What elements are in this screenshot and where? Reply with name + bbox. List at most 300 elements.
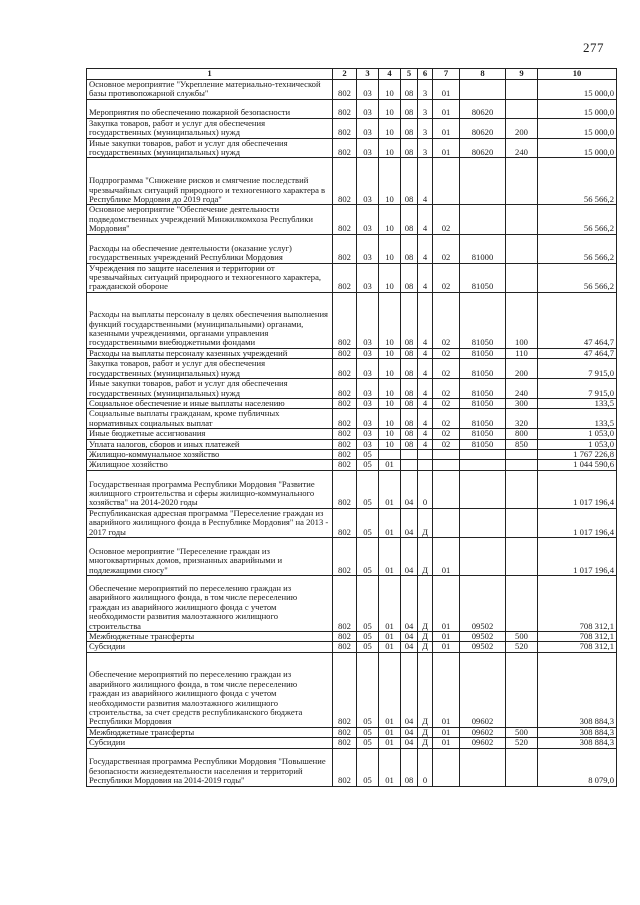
cell-section: 05 [357, 748, 379, 786]
cell-subsection: 01 [379, 470, 401, 508]
cell-subprogram: 4 [418, 292, 433, 348]
cell-admin-code: 802 [333, 652, 357, 727]
cell-subsection: 01 [379, 537, 401, 575]
cell-name: Обеспечение мероприятий по переселению граждан из аварийного жилищного фонда, в том числе переселению граждан из аварийного жилищного фонда с учетом необходимости развития малоэтажного жилищного строительства, за счет средств республиканского бюджета Республики Мордовия [87, 652, 333, 727]
cell-program [401, 449, 418, 459]
cell-admin-code: 802 [333, 99, 357, 118]
cell-subprogram: 4 [418, 409, 433, 429]
table-row [87, 234, 617, 263]
cell-main-event: 01 [433, 642, 460, 652]
cell-target-code [460, 470, 506, 508]
cell-target-code: 81050 [460, 409, 506, 429]
cell-program: 08 [401, 263, 418, 292]
cell-admin-code: 802 [333, 234, 357, 263]
cell-subprogram: 4 [418, 234, 433, 263]
cell-name: Мероприятия по обеспечению пожарной безопасности [87, 99, 333, 118]
cell-subsection: 10 [379, 263, 401, 292]
cell-expense-type: 100 [506, 292, 538, 348]
cell-subsection: 01 [379, 727, 401, 737]
cell-amount: 1 017 196,4 [538, 508, 617, 537]
cell-name: Социальные выплаты гражданам, кроме публичных нормативных социальных выплат [87, 409, 333, 429]
cell-name: Иные бюджетные ассигнования [87, 429, 333, 439]
cell-expense-type: 500 [506, 631, 538, 641]
cell-subsection: 10 [379, 379, 401, 399]
cell-section: 05 [357, 460, 379, 470]
table-row [87, 470, 617, 508]
cell-main-event: 01 [433, 118, 460, 138]
cell-program: 04 [401, 470, 418, 508]
cell-name: Уплата налогов, сборов и иных платежей [87, 439, 333, 449]
cell-subsection: 01 [379, 738, 401, 748]
table-row [87, 263, 617, 292]
cell-admin-code: 802 [333, 359, 357, 379]
cell-subsection: 10 [379, 359, 401, 379]
cell-subprogram: 4 [418, 158, 433, 205]
header-cell-target-code: 8 [460, 69, 506, 80]
cell-amount: 1 767 226,8 [538, 449, 617, 459]
cell-program [401, 460, 418, 470]
cell-name: Межбюджетные трансферты [87, 727, 333, 737]
header-cell-subprogram: 6 [418, 69, 433, 80]
cell-target-code: 09502 [460, 631, 506, 641]
cell-target-code: 81050 [460, 439, 506, 449]
cell-section: 05 [357, 631, 379, 641]
cell-name: Государственная программа Республики Мордовия "Развитие жилищного строительства и сферы жилищно-коммунального хозяйства" на 2014-2020 годы [87, 470, 333, 508]
cell-admin-code: 802 [333, 205, 357, 234]
cell-admin-code: 802 [333, 379, 357, 399]
table-row [87, 138, 617, 158]
cell-section: 05 [357, 575, 379, 631]
cell-amount: 7 915,0 [538, 359, 617, 379]
cell-admin-code: 802 [333, 449, 357, 459]
table-row [87, 118, 617, 138]
cell-main-event: 02 [433, 439, 460, 449]
cell-admin-code: 802 [333, 292, 357, 348]
table-row [87, 398, 617, 408]
cell-admin-code: 802 [333, 138, 357, 158]
cell-expense-type [506, 99, 538, 118]
cell-admin-code: 802 [333, 727, 357, 737]
cell-expense-type [506, 575, 538, 631]
cell-subprogram: 4 [418, 379, 433, 399]
cell-main-event: 02 [433, 409, 460, 429]
cell-expense-type [506, 263, 538, 292]
cell-amount: 15 000,0 [538, 138, 617, 158]
cell-main-event: 02 [433, 429, 460, 439]
cell-main-event: 01 [433, 99, 460, 118]
cell-section: 05 [357, 508, 379, 537]
cell-expense-type [506, 470, 538, 508]
cell-main-event: 02 [433, 292, 460, 348]
cell-section: 03 [357, 429, 379, 439]
cell-admin-code: 802 [333, 348, 357, 358]
cell-admin-code: 802 [333, 398, 357, 408]
cell-subsection: 10 [379, 348, 401, 358]
cell-target-code: 09602 [460, 738, 506, 748]
cell-amount: 8 079,0 [538, 748, 617, 786]
cell-section: 03 [357, 439, 379, 449]
cell-subprogram: 4 [418, 398, 433, 408]
cell-amount: 47 464,7 [538, 348, 617, 358]
cell-program: 08 [401, 348, 418, 358]
cell-amount: 708 312,1 [538, 642, 617, 652]
cell-expense-type [506, 205, 538, 234]
cell-target-code: 81050 [460, 398, 506, 408]
table-row [87, 642, 617, 652]
table-row [87, 439, 617, 449]
cell-expense-type: 850 [506, 439, 538, 449]
cell-amount: 15 000,0 [538, 80, 617, 100]
cell-subprogram: Д [418, 642, 433, 652]
cell-subsection: 01 [379, 575, 401, 631]
cell-name: Основное мероприятие "Обеспечение деятельности подведомственных учреждений Минжилкомхоза Республики Мордовия" [87, 205, 333, 234]
cell-expense-type: 500 [506, 727, 538, 737]
cell-amount: 1 044 590,6 [538, 460, 617, 470]
cell-section: 03 [357, 205, 379, 234]
cell-program: 04 [401, 575, 418, 631]
cell-name: Основное мероприятие "Укрепление материально-технической базы противопожарной службы" [87, 80, 333, 100]
cell-expense-type: 110 [506, 348, 538, 358]
cell-section: 03 [357, 234, 379, 263]
cell-amount: 7 915,0 [538, 379, 617, 399]
cell-subsection: 01 [379, 508, 401, 537]
cell-program: 04 [401, 508, 418, 537]
cell-target-code [460, 449, 506, 459]
table-row [87, 631, 617, 641]
cell-target-code [460, 748, 506, 786]
cell-main-event [433, 470, 460, 508]
cell-amount: 1 017 196,4 [538, 470, 617, 508]
cell-subprogram: 3 [418, 80, 433, 100]
cell-target-code [460, 508, 506, 537]
cell-subprogram: Д [418, 738, 433, 748]
cell-amount: 15 000,0 [538, 118, 617, 138]
cell-program: 08 [401, 80, 418, 100]
cell-section: 05 [357, 449, 379, 459]
cell-section: 03 [357, 158, 379, 205]
cell-main-event [433, 748, 460, 786]
cell-main-event: 01 [433, 631, 460, 641]
table-row [87, 80, 617, 100]
cell-section: 03 [357, 80, 379, 100]
cell-name: Закупка товаров, работ и услуг для обеспечения государственных (муниципальных) нужд [87, 359, 333, 379]
cell-amount: 1 053,0 [538, 429, 617, 439]
cell-section: 05 [357, 738, 379, 748]
cell-subprogram: Д [418, 537, 433, 575]
cell-target-code: 09602 [460, 652, 506, 727]
cell-subsection: 10 [379, 234, 401, 263]
cell-target-code: 80620 [460, 99, 506, 118]
cell-subsection: 10 [379, 205, 401, 234]
cell-subprogram: 4 [418, 263, 433, 292]
cell-amount: 15 000,0 [538, 99, 617, 118]
cell-admin-code: 802 [333, 537, 357, 575]
cell-main-event: 01 [433, 80, 460, 100]
cell-name: Иные закупки товаров, работ и услуг для обеспечения государственных (муниципальных) нужд [87, 138, 333, 158]
cell-name: Основное мероприятие "Переселение граждан из многоквартирных домов, признанных аварийными и подлежащими сносу" [87, 537, 333, 575]
cell-section: 03 [357, 99, 379, 118]
cell-program: 04 [401, 727, 418, 737]
cell-amount: 56 566,2 [538, 205, 617, 234]
cell-name: Межбюджетные трансферты [87, 631, 333, 641]
cell-expense-type [506, 508, 538, 537]
cell-subprogram: 3 [418, 138, 433, 158]
cell-subsection: 01 [379, 460, 401, 470]
cell-main-event [433, 449, 460, 459]
cell-subsection: 10 [379, 99, 401, 118]
cell-name: Жилищное хозяйство [87, 460, 333, 470]
cell-name: Учреждения по защите населения и территории от чрезвычайных ситуаций природного и техногенного характера, гражданской обороне [87, 263, 333, 292]
cell-program: 04 [401, 537, 418, 575]
table-row [87, 99, 617, 118]
cell-main-event: 02 [433, 348, 460, 358]
table-row [87, 205, 617, 234]
header-cell-subsection: 4 [379, 69, 401, 80]
cell-subprogram: 3 [418, 118, 433, 138]
cell-name: Жилищно-коммунальное хозяйство [87, 449, 333, 459]
table-row [87, 537, 617, 575]
cell-amount: 1 017 196,4 [538, 537, 617, 575]
cell-program: 08 [401, 234, 418, 263]
table-row [87, 359, 617, 379]
cell-subsection: 10 [379, 118, 401, 138]
cell-expense-type [506, 748, 538, 786]
cell-subprogram: 0 [418, 470, 433, 508]
cell-expense-type: 240 [506, 379, 538, 399]
cell-subprogram: Д [418, 508, 433, 537]
cell-subprogram: 4 [418, 348, 433, 358]
budget-table [86, 68, 617, 787]
cell-subsection: 10 [379, 409, 401, 429]
cell-admin-code: 802 [333, 631, 357, 641]
cell-section: 03 [357, 409, 379, 429]
cell-expense-type: 200 [506, 359, 538, 379]
cell-expense-type [506, 449, 538, 459]
cell-target-code: 81000 [460, 234, 506, 263]
cell-program: 08 [401, 118, 418, 138]
cell-main-event: 02 [433, 263, 460, 292]
cell-subsection [379, 449, 401, 459]
cell-name: Расходы на выплаты персоналу казенных учреждений [87, 348, 333, 358]
cell-name: Подпрограмма "Снижение рисков и смягчение последствий чрезвычайных ситуаций природного и техногенного характера в Республике Мордовия до 2019 года" [87, 158, 333, 205]
cell-subsection: 10 [379, 439, 401, 449]
cell-subsection: 10 [379, 158, 401, 205]
cell-admin-code: 802 [333, 460, 357, 470]
table-body [87, 80, 617, 787]
cell-name: Социальное обеспечение и иные выплаты населению [87, 398, 333, 408]
cell-subprogram: Д [418, 652, 433, 727]
cell-main-event: 01 [433, 727, 460, 737]
cell-subsection: 10 [379, 429, 401, 439]
cell-admin-code: 802 [333, 409, 357, 429]
cell-expense-type [506, 234, 538, 263]
cell-section: 03 [357, 292, 379, 348]
cell-name: Субсидии [87, 738, 333, 748]
cell-expense-type [506, 652, 538, 727]
cell-target-code: 09502 [460, 642, 506, 652]
cell-name: Республиканская адресная программа "Переселение граждан из аварийного жилищного фонда в Республике Мордовия" на 2013 - 2017 годы [87, 508, 333, 537]
header-cell-main-event: 7 [433, 69, 460, 80]
cell-amount: 308 884,3 [538, 652, 617, 727]
cell-subsection: 01 [379, 631, 401, 641]
cell-program: 08 [401, 409, 418, 429]
cell-program: 08 [401, 205, 418, 234]
cell-admin-code: 802 [333, 80, 357, 100]
cell-admin-code: 802 [333, 470, 357, 508]
cell-amount: 1 053,0 [538, 439, 617, 449]
cell-main-event: 02 [433, 379, 460, 399]
cell-admin-code: 802 [333, 118, 357, 138]
cell-admin-code: 802 [333, 738, 357, 748]
cell-subsection: 01 [379, 642, 401, 652]
page-number: 277 [583, 40, 604, 55]
cell-admin-code: 802 [333, 748, 357, 786]
header-cell-name: 1 [87, 69, 333, 80]
cell-program: 08 [401, 138, 418, 158]
cell-name: Государственная программа Республики Мордовия "Повышение безопасности жизнедеятельности населения и территорий Республики Мордовия на 2014-2019 годы" [87, 748, 333, 786]
cell-subprogram [418, 460, 433, 470]
cell-expense-type: 800 [506, 429, 538, 439]
table-row [87, 727, 617, 737]
cell-section: 03 [357, 263, 379, 292]
cell-main-event [433, 508, 460, 537]
cell-section: 05 [357, 470, 379, 508]
cell-subprogram: 0 [418, 748, 433, 786]
cell-subsection: 10 [379, 138, 401, 158]
cell-program: 08 [401, 398, 418, 408]
cell-amount: 133,5 [538, 398, 617, 408]
cell-subsection: 01 [379, 652, 401, 727]
cell-expense-type: 520 [506, 642, 538, 652]
table-row [87, 652, 617, 727]
cell-admin-code: 802 [333, 508, 357, 537]
cell-program: 04 [401, 738, 418, 748]
cell-name: Обеспечение мероприятий по переселению граждан из аварийного жилищного фонда, в том числе переселению граждан из аварийного жилищного фонда с учетом необходимости развития малоэтажного жилищного строительства [87, 575, 333, 631]
cell-target-code: 80620 [460, 138, 506, 158]
cell-amount: 56 566,2 [538, 158, 617, 205]
cell-subprogram: 4 [418, 205, 433, 234]
cell-admin-code: 802 [333, 575, 357, 631]
cell-amount: 708 312,1 [538, 631, 617, 641]
cell-target-code [460, 460, 506, 470]
cell-subprogram: 3 [418, 99, 433, 118]
cell-main-event: 01 [433, 537, 460, 575]
table-row [87, 460, 617, 470]
cell-target-code [460, 205, 506, 234]
cell-main-event: 02 [433, 205, 460, 234]
cell-program: 08 [401, 292, 418, 348]
cell-program: 04 [401, 631, 418, 641]
table-header [87, 69, 617, 80]
table-row [87, 575, 617, 631]
cell-program: 08 [401, 158, 418, 205]
cell-subsection: 10 [379, 80, 401, 100]
header-cell-admin-code: 2 [333, 69, 357, 80]
cell-main-event: 02 [433, 359, 460, 379]
table-row [87, 409, 617, 429]
cell-target-code: 81050 [460, 263, 506, 292]
cell-subprogram: Д [418, 727, 433, 737]
cell-section: 03 [357, 348, 379, 358]
header-cell-amount: 10 [538, 69, 617, 80]
table-row [87, 738, 617, 748]
table-row [87, 158, 617, 205]
cell-admin-code: 802 [333, 642, 357, 652]
cell-program: 04 [401, 642, 418, 652]
cell-section: 05 [357, 537, 379, 575]
cell-name: Расходы на обеспечение деятельности (оказание услуг) государственных учреждений Республики Мордовия [87, 234, 333, 263]
cell-main-event: 01 [433, 738, 460, 748]
table-row [87, 449, 617, 459]
cell-target-code [460, 158, 506, 205]
cell-section: 03 [357, 379, 379, 399]
cell-expense-type [506, 460, 538, 470]
header-cell-expense-type: 9 [506, 69, 538, 80]
cell-section: 03 [357, 118, 379, 138]
cell-section: 05 [357, 652, 379, 727]
cell-section: 03 [357, 398, 379, 408]
cell-admin-code: 802 [333, 439, 357, 449]
cell-subprogram: Д [418, 631, 433, 641]
header-cell-section: 3 [357, 69, 379, 80]
cell-main-event: 01 [433, 575, 460, 631]
cell-main-event: 02 [433, 234, 460, 263]
cell-target-code [460, 80, 506, 100]
header-cell-program: 5 [401, 69, 418, 80]
cell-section: 03 [357, 138, 379, 158]
cell-name: Субсидии [87, 642, 333, 652]
cell-main-event: 01 [433, 652, 460, 727]
cell-subprogram: 4 [418, 439, 433, 449]
cell-program: 08 [401, 359, 418, 379]
cell-target-code: 81050 [460, 292, 506, 348]
cell-program: 08 [401, 99, 418, 118]
cell-subprogram: Д [418, 575, 433, 631]
header-row [87, 69, 617, 80]
cell-amount: 56 566,2 [538, 263, 617, 292]
cell-target-code: 81050 [460, 348, 506, 358]
cell-subsection: 10 [379, 292, 401, 348]
table-row [87, 748, 617, 786]
cell-program: 08 [401, 429, 418, 439]
cell-name: Иные закупки товаров, работ и услуг для обеспечения государственных (муниципальных) нужд [87, 379, 333, 399]
cell-expense-type: 240 [506, 138, 538, 158]
cell-expense-type [506, 80, 538, 100]
table-row [87, 292, 617, 348]
cell-admin-code: 802 [333, 429, 357, 439]
table-row [87, 348, 617, 358]
cell-main-event [433, 460, 460, 470]
cell-amount: 56 566,2 [538, 234, 617, 263]
cell-amount: 708 312,1 [538, 575, 617, 631]
cell-main-event: 02 [433, 398, 460, 408]
cell-expense-type: 520 [506, 738, 538, 748]
cell-target-code: 81050 [460, 379, 506, 399]
cell-program: 08 [401, 439, 418, 449]
table-row [87, 508, 617, 537]
table-row [87, 379, 617, 399]
cell-expense-type [506, 158, 538, 205]
cell-program: 04 [401, 652, 418, 727]
cell-expense-type: 320 [506, 409, 538, 429]
cell-main-event: 01 [433, 138, 460, 158]
cell-name: Расходы на выплаты персоналу в целях обеспечения выполнения функций государственными (муниципальными) органами, казенными учреждениями, органами управления государственными внебюджетными фондами [87, 292, 333, 348]
cell-program: 08 [401, 748, 418, 786]
cell-target-code: 09602 [460, 727, 506, 737]
cell-expense-type: 300 [506, 398, 538, 408]
cell-target-code: 80620 [460, 118, 506, 138]
cell-amount: 308 884,3 [538, 738, 617, 748]
